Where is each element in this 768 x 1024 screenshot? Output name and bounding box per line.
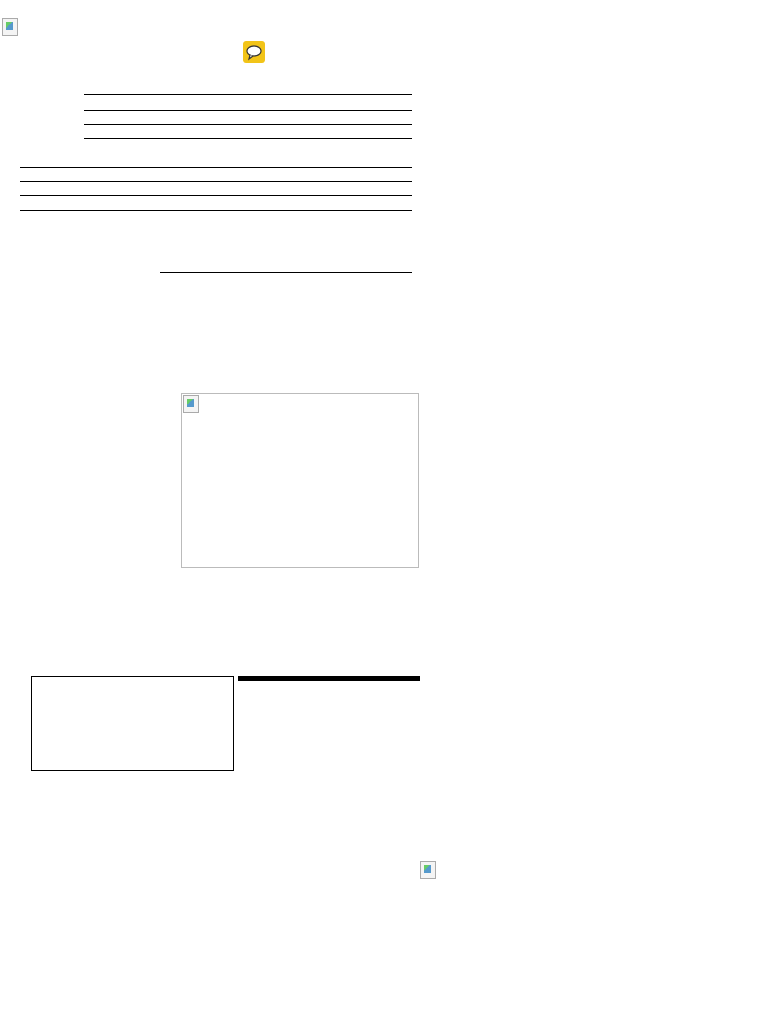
deposit-row — [20, 198, 412, 211]
meter-values-row — [160, 262, 412, 273]
barcode-image — [420, 861, 436, 879]
address-line-2 — [84, 111, 412, 125]
rates-table — [238, 676, 420, 681]
zone-row — [20, 183, 412, 196]
meter-image — [183, 395, 199, 413]
account-row — [20, 155, 412, 168]
address-line-3 — [84, 125, 412, 139]
address-line-1 — [84, 97, 412, 111]
gst-row — [20, 169, 412, 182]
company-logo — [2, 18, 18, 36]
customer-name — [84, 81, 412, 95]
meter-image-frame — [181, 393, 419, 568]
rates-footer — [239, 680, 420, 681]
chat-icon[interactable] — [243, 41, 265, 63]
emergency-box — [31, 676, 234, 771]
